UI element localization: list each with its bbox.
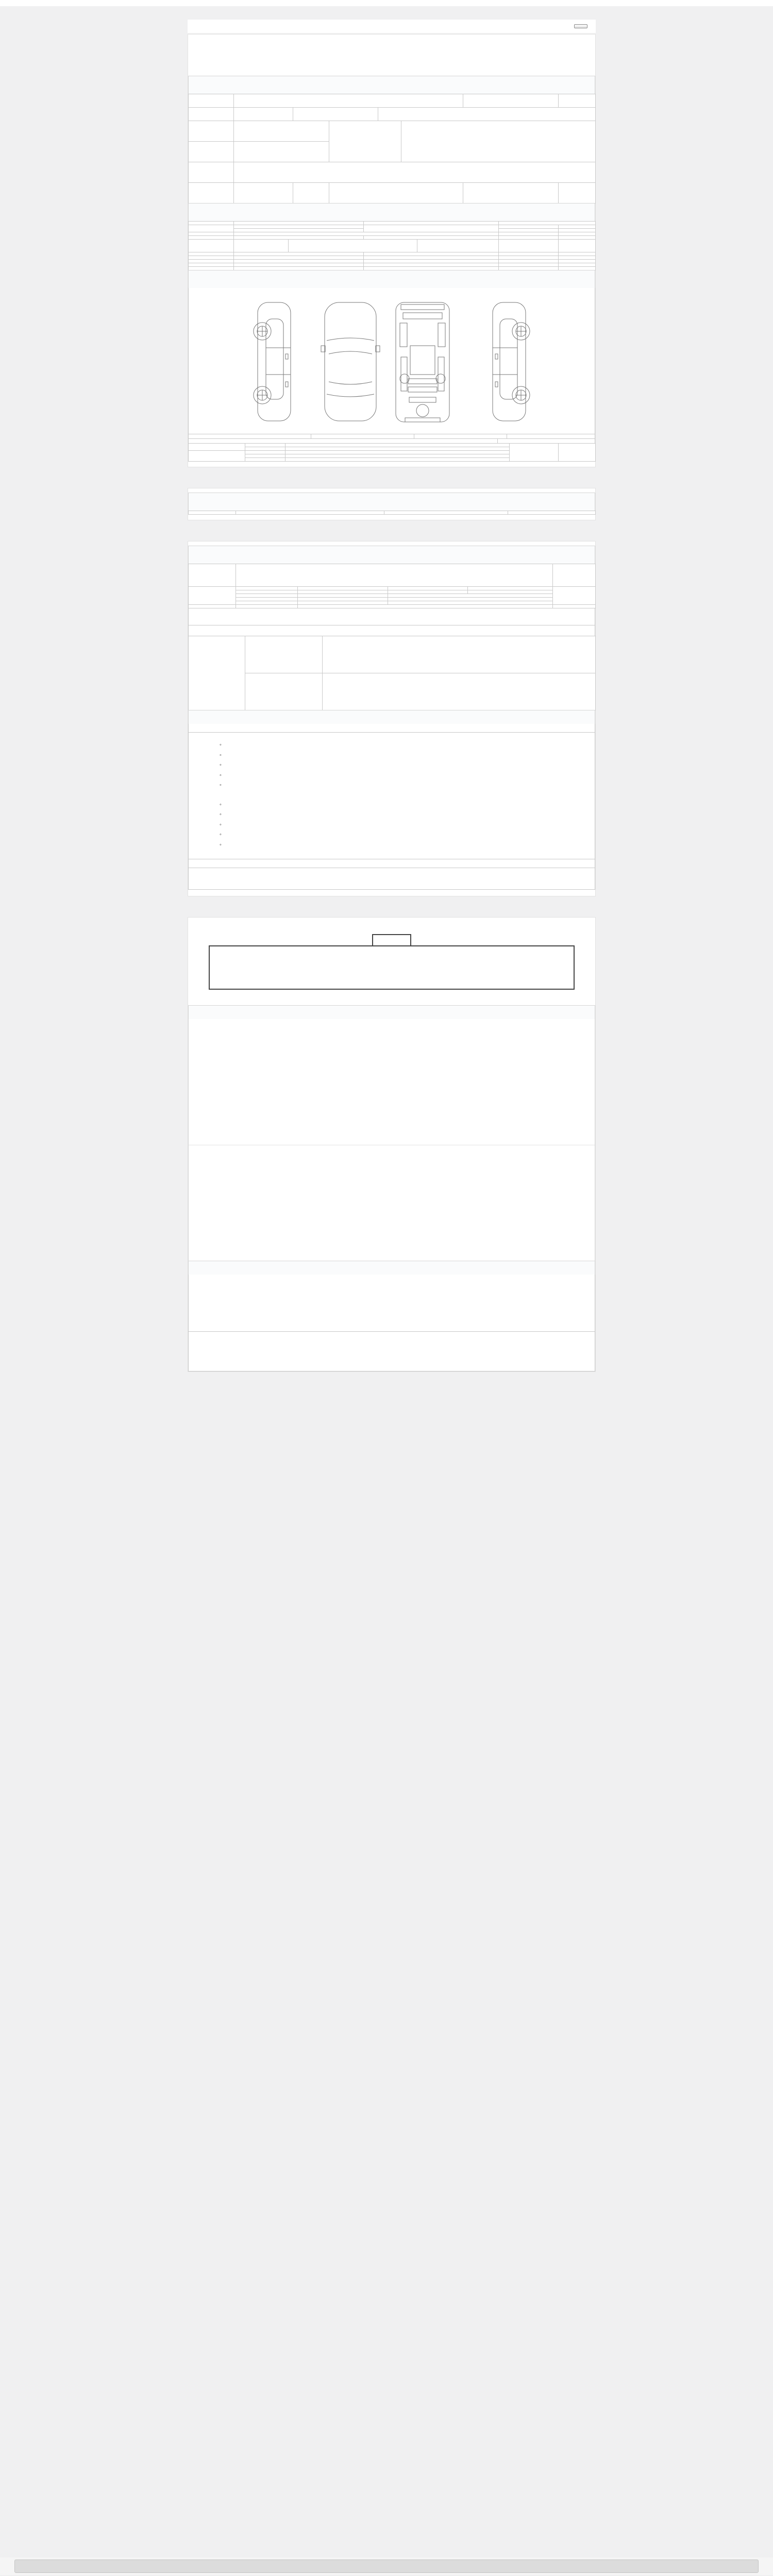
cond-row-options [189, 263, 596, 267]
vin-value[interactable] [234, 142, 329, 162]
base-price-unit [559, 183, 596, 204]
rankB-options [285, 454, 510, 458]
rank-price [510, 444, 559, 462]
basics-sub-label [236, 605, 298, 608]
photo-area [188, 1019, 595, 1261]
notice-p1-head [188, 724, 595, 733]
notice-p2-body [188, 868, 595, 890]
basic-row-name [189, 94, 596, 108]
engine-type-value[interactable] [234, 183, 293, 204]
detail-col-device [189, 511, 236, 515]
form-page-2 [188, 488, 596, 520]
final-price-section [188, 608, 595, 636]
field-label-car-name [189, 94, 234, 108]
section-cond-head [188, 203, 595, 221]
field-label-inspection-period [293, 108, 378, 121]
document-title-block [188, 35, 595, 57]
notice-bullet [227, 771, 587, 780]
notice-p1-body [188, 733, 595, 859]
field-label-first-reg [189, 121, 234, 142]
emission-label [189, 236, 234, 240]
transmission-options-cell [401, 121, 596, 162]
options-label [189, 263, 234, 267]
repair-wheel-state [298, 594, 388, 598]
vin-mark-label [189, 232, 234, 236]
remarks-label [189, 636, 245, 710]
special-note[interactable] [559, 252, 596, 256]
photo-section-head [188, 1005, 595, 1019]
section-other-head [188, 546, 595, 564]
detail-header-row [189, 511, 596, 515]
tuning-kind [417, 240, 498, 252]
parts-label [189, 439, 498, 443]
mileage-note-1[interactable] [559, 225, 596, 229]
notice-bullet [227, 810, 587, 819]
repair-row-3 [189, 594, 596, 598]
options-state [234, 263, 364, 267]
field-label-base-price [463, 183, 559, 204]
section-detail-title [189, 493, 595, 502]
section-other-title [189, 546, 595, 555]
hist-diagram-area [188, 288, 595, 434]
bullet-icon: ◦ [220, 772, 222, 778]
other-col-blank [189, 564, 236, 587]
repair-tire-label [236, 598, 298, 601]
emission-note[interactable] [559, 236, 596, 240]
bullet-icon: ◦ [220, 811, 222, 818]
section-hist-subtitle [189, 280, 595, 288]
rank2-options [285, 447, 510, 451]
cond-col-usage [189, 222, 234, 225]
mileage-current[interactable] [364, 225, 499, 232]
simple-repair-state [507, 434, 595, 438]
inspection-period-value[interactable] [378, 108, 596, 121]
cond-col-item [364, 222, 499, 225]
repair-ext-label [236, 587, 298, 590]
cond-row-usage [189, 256, 596, 260]
remarks-inspector-value[interactable] [323, 636, 596, 673]
remarks-table [188, 636, 596, 710]
notice-title [189, 710, 595, 724]
repair-ext-state [298, 587, 388, 590]
tuning-price [499, 240, 559, 252]
bullet-icon: ◦ [220, 762, 222, 768]
detail-col-price [508, 511, 596, 515]
section-other-subtitle [189, 555, 595, 564]
repair-wheel-label [236, 594, 298, 598]
repair-wheel-detail [388, 594, 553, 598]
scroll-left-arrow[interactable] [0, 2557, 13, 2575]
buyer-confirmation [189, 1331, 595, 1338]
options-price [499, 263, 559, 267]
tuning-state [234, 240, 289, 252]
vin-mark-options [234, 232, 499, 236]
simple-repair-label [414, 434, 507, 438]
rankA-options [285, 451, 510, 454]
options-items [364, 263, 499, 267]
reg-number-value[interactable] [559, 94, 596, 108]
repair-glass-blank [388, 601, 553, 605]
mileage-price-2 [499, 229, 559, 232]
rankA-label [245, 451, 285, 454]
sign-row-inspector [189, 1308, 595, 1313]
document-number-line [188, 57, 595, 76]
field-label-vin [189, 142, 234, 162]
notice-bullet [227, 751, 587, 760]
repair-tire-state [298, 598, 388, 601]
section-hist-title [189, 270, 595, 280]
usage-items [364, 256, 499, 260]
parts-header-row [188, 439, 595, 444]
repair-row-5 [189, 601, 596, 605]
notice-bullet [227, 841, 587, 850]
color-items [364, 260, 499, 263]
sign-row-notifier [189, 1318, 595, 1323]
window-top-strip [0, 0, 773, 6]
field-label-engine-type [189, 183, 234, 204]
bullet-icon: ◦ [220, 821, 222, 828]
notice-p2-head [188, 859, 595, 868]
repair-price [553, 587, 596, 605]
remarks-inspector-label [245, 636, 323, 673]
repair-row-4 [189, 598, 596, 601]
vin-mark-price [499, 232, 559, 236]
vin-mark-note[interactable] [559, 232, 596, 236]
basics-label [189, 605, 236, 608]
repair-label [189, 587, 236, 605]
remarks-row-1 [189, 636, 596, 673]
color-note[interactable] [559, 260, 596, 263]
sign-section-head [188, 1261, 595, 1275]
bullet-icon: ◦ [220, 841, 222, 848]
field-label-reg-number [463, 94, 559, 108]
mileage-label [189, 225, 234, 232]
notice-bullet [227, 831, 587, 839]
field-label-year [189, 108, 234, 121]
cond-row-mileage-1 [189, 225, 596, 229]
section-detail-head [188, 493, 595, 511]
usage-note[interactable] [559, 256, 596, 260]
tuning-cells [234, 240, 499, 252]
repair-int-label [388, 587, 468, 590]
car-diagram [247, 296, 536, 426]
usage-price [499, 256, 559, 260]
bullet-icon: ◦ [220, 782, 222, 788]
print-button[interactable] [574, 24, 587, 28]
rank1-label [245, 444, 285, 447]
rank-note[interactable] [559, 444, 596, 462]
notice-bullet [227, 801, 587, 809]
repair-polish-state [298, 590, 388, 594]
section-detail-subtitle [189, 502, 595, 511]
mileage-state-2 [234, 229, 364, 232]
final-price-note [189, 625, 595, 636]
cond-header-row [189, 222, 596, 225]
rank2-label [245, 447, 285, 451]
year-value[interactable] [234, 108, 293, 121]
sign-section-title [189, 1261, 595, 1275]
basic-info-table [188, 94, 596, 204]
other-col-price [553, 564, 596, 587]
mileage-state-1 [234, 225, 364, 229]
notice-bullet [227, 741, 587, 750]
page-indicator-2 [188, 488, 595, 493]
detail-col-state [384, 511, 508, 515]
remarks-appraiser-label [245, 673, 323, 710]
basic-row-fuel [189, 162, 596, 183]
print-toolbar [188, 20, 596, 33]
bullet-icon: ◦ [220, 801, 222, 808]
color-label [189, 260, 234, 263]
special-label [189, 252, 234, 256]
section-basic-head [188, 76, 595, 94]
cond-row-vin-mark [189, 232, 596, 236]
notice-bullet [227, 781, 587, 790]
remarks-row-2 [189, 673, 596, 710]
repair-row-1 [189, 587, 596, 590]
repair-glass-state [298, 601, 388, 605]
sign-section-body [188, 1275, 595, 1371]
bullet-icon: ◦ [220, 832, 222, 838]
color-price [499, 260, 559, 263]
form-page-3 [188, 541, 596, 896]
tuning-label [189, 240, 234, 252]
section-cond-subtitle [189, 213, 595, 221]
detail-col-item [236, 511, 384, 515]
cond-row-emission [189, 236, 596, 240]
usage-label [189, 256, 234, 260]
emission-values[interactable] [364, 236, 499, 240]
repair-room-label [388, 590, 468, 594]
detail-condition-table [188, 511, 596, 515]
price-info-title [372, 934, 411, 946]
page-indicator-4 [188, 918, 595, 922]
special-items [364, 252, 499, 256]
outer-panel-label [189, 444, 245, 451]
section-basic-title [189, 76, 595, 86]
notice-head [188, 710, 595, 724]
sign-row-appraiser [189, 1313, 595, 1318]
repair-row-2 [189, 590, 596, 594]
special-price [499, 252, 559, 256]
hist-notes [189, 288, 595, 293]
rank1-options [285, 444, 510, 447]
page-indicator-3 [188, 541, 595, 546]
basic-row-year [189, 108, 596, 121]
cond-col-state [234, 222, 364, 225]
repair-room-state [468, 590, 553, 594]
rankC-options [285, 458, 510, 462]
other-info-table [188, 564, 596, 608]
scroll-right-arrow[interactable] [760, 2557, 773, 2575]
other-header-row [189, 564, 596, 587]
section-basic-subtitle [189, 86, 595, 94]
remarks-appraiser-value[interactable] [323, 673, 596, 710]
rank-row-1 [189, 444, 596, 447]
emission-price [499, 236, 559, 240]
cond-row-special [189, 252, 596, 256]
tuning-legal [289, 240, 417, 252]
fuel-options [234, 162, 596, 183]
photo-section-title [189, 1006, 595, 1019]
repair-int-state [468, 587, 553, 590]
section-hist-head [188, 270, 595, 288]
bullet-icon: ◦ [220, 752, 222, 758]
basics-note[interactable] [553, 605, 596, 608]
field-label-transmission [329, 121, 401, 162]
section-cond-title [189, 204, 595, 213]
color-state [234, 260, 364, 263]
special-state [234, 252, 364, 256]
tuning-note[interactable] [559, 240, 596, 252]
warranty-options [329, 183, 463, 204]
usage-state [234, 256, 364, 260]
notice-bullet [227, 821, 587, 829]
cond-row-color [189, 260, 596, 263]
accident-state [311, 434, 414, 438]
accident-label [189, 434, 311, 438]
overall-condition-table [188, 221, 596, 270]
field-label-fuel [189, 162, 234, 183]
bullet-icon: ◦ [220, 742, 222, 748]
rankB-label [245, 454, 285, 458]
mileage-price-1 [499, 225, 559, 229]
field-label-warranty-type [293, 183, 329, 204]
cond-col-price [499, 222, 596, 225]
basics-row [189, 605, 596, 608]
parts-price-label [498, 439, 595, 443]
basics-options [298, 605, 553, 608]
repair-tire-detail [388, 598, 553, 601]
rank-table [188, 443, 596, 462]
price-info-box [209, 945, 575, 990]
options-note[interactable] [559, 263, 596, 267]
first-reg-value[interactable] [234, 121, 329, 142]
basic-row-engine-type [189, 183, 596, 204]
car-diagram-wrap [189, 293, 595, 434]
other-col-item [236, 564, 553, 587]
cond-row-tuning [189, 240, 596, 252]
notice-bullet [227, 761, 587, 770]
repair-glass-label [236, 601, 298, 605]
car-name-value[interactable] [234, 94, 463, 108]
form-page-4 [188, 917, 596, 1372]
horizontal-scrollbar [0, 2557, 773, 2575]
emission-options [234, 236, 364, 240]
mileage-note-2[interactable] [559, 229, 596, 232]
frame-label [189, 451, 245, 462]
form-page-1 [188, 34, 596, 467]
basic-row-first-reg [189, 121, 596, 142]
scrollbar-thumb[interactable] [14, 2560, 759, 2573]
accident-history-row [188, 434, 595, 439]
rankC-label [245, 458, 285, 462]
car365-footer-note [189, 1341, 595, 1364]
repair-polish-label [236, 590, 298, 594]
